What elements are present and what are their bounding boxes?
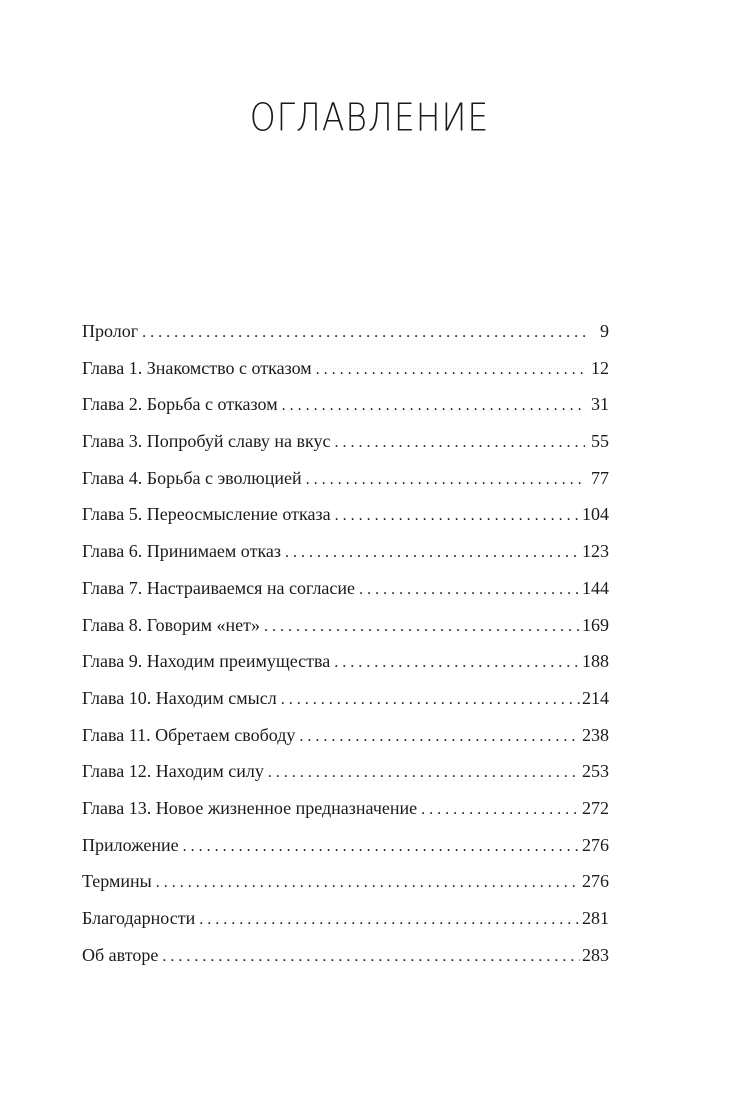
toc-entry-page-number: 144 [582, 577, 609, 598]
toc-entry-page-number: 281 [582, 908, 609, 928]
toc-entry-page-number: 104 [582, 504, 609, 525]
dot-leader [285, 535, 580, 572]
toc-entry[interactable] [82, 496, 609, 533]
toc-entry[interactable] [82, 900, 609, 937]
dot-leader [199, 902, 580, 939]
table-of-contents [82, 313, 609, 973]
toc-entry-page-number: 169 [582, 614, 609, 635]
toc-entry[interactable] [82, 460, 609, 497]
toc-entry-title: Глава 13. Новое жизненное предназначение [82, 797, 418, 818]
dot-leader [264, 609, 580, 646]
dot-leader [359, 572, 580, 609]
toc-entry-page-number: 123 [582, 541, 609, 562]
toc-entry-page-number: 9 [600, 321, 609, 341]
toc-entry-title: Глава 11. Обретаем свободу [82, 724, 296, 745]
dot-leader [183, 829, 580, 866]
toc-entry[interactable] [82, 827, 609, 864]
toc-entry-title: Глава 8. Говорим «нет» [82, 614, 260, 635]
toc-entry[interactable] [82, 386, 609, 423]
toc-entry-page-number: 31 [591, 394, 609, 415]
dot-leader [156, 865, 580, 902]
dot-leader [421, 792, 580, 829]
toc-entry-page-number: 188 [582, 651, 609, 672]
toc-entry-page-number: 272 [582, 797, 609, 818]
toc-entry-title: Термины [82, 871, 152, 892]
dot-leader [299, 719, 580, 756]
toc-entry[interactable] [82, 863, 609, 900]
toc-entry[interactable] [82, 753, 609, 790]
dot-leader [282, 388, 585, 425]
toc-entry[interactable] [82, 350, 609, 387]
dot-leader [268, 755, 580, 792]
dot-leader [142, 315, 585, 352]
toc-entry-title: Об авторе [82, 944, 159, 965]
toc-entry[interactable] [82, 423, 609, 460]
toc-entry-page-number: 55 [591, 431, 609, 452]
toc-entry[interactable] [82, 790, 609, 827]
toc-entry-title: Глава 5. Переосмысление отказа [82, 504, 331, 525]
toc-entry-page-number: 276 [582, 871, 609, 892]
toc-entry-title: Глава 4. Борьба с эволюцией [82, 467, 302, 488]
toc-entry-page-number: 238 [582, 724, 609, 745]
dot-leader [281, 682, 580, 719]
toc-entry-page-number: 77 [591, 467, 609, 488]
toc-entry[interactable] [82, 643, 609, 680]
toc-entry-title: Приложение [82, 834, 179, 855]
toc-entry[interactable] [82, 533, 609, 570]
toc-entry-title: Благодарности [82, 908, 196, 928]
toc-entry-page-number: 253 [582, 761, 609, 782]
toc-entry-title: Глава 2. Борьба с отказом [82, 394, 278, 415]
toc-entry-title: Глава 3. Попробуй славу на вкус [82, 431, 331, 452]
dot-leader [306, 462, 585, 499]
toc-entry-title: Глава 12. Находим силу [82, 761, 264, 782]
toc-entry-page-number: 283 [582, 944, 609, 965]
toc-entry[interactable] [82, 717, 609, 754]
toc-entry-title: Глава 10. Находим смысл [82, 687, 277, 708]
toc-entry-title: Глава 6. Принимаем отказ [82, 541, 282, 562]
page-title: ОГЛАВЛЕНИЕ [249, 95, 490, 140]
toc-entry-title: Глава 1. Знакомство с отказом [82, 357, 312, 378]
toc-entry-page-number: 12 [591, 357, 609, 378]
toc-entry-page-number: 214 [582, 687, 609, 708]
toc-entry-page-number: 276 [582, 834, 609, 855]
dot-leader [316, 352, 585, 389]
dot-leader [334, 425, 585, 462]
toc-entry[interactable] [82, 570, 609, 607]
dot-leader [335, 498, 580, 535]
toc-entry[interactable] [82, 607, 609, 644]
toc-entry-title: Пролог [82, 321, 139, 341]
toc-entry[interactable] [82, 680, 609, 717]
toc-entry-title: Глава 9. Находим преимущества [82, 651, 331, 672]
dot-leader [334, 645, 580, 682]
toc-entry[interactable] [82, 313, 609, 350]
toc-entry[interactable] [82, 937, 609, 974]
dot-leader [162, 939, 580, 976]
toc-entry-title: Глава 7. Настраиваемся на согласие [82, 577, 356, 598]
